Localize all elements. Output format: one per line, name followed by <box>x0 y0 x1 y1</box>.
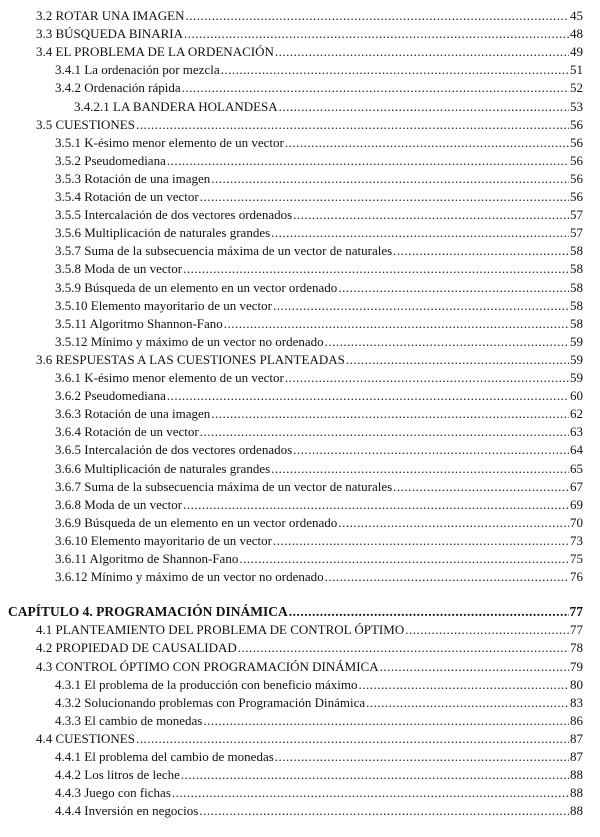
dot-leader <box>380 658 569 675</box>
dot-leader <box>183 260 569 277</box>
toc-entry-label: 4.4.2 Los litros de leche <box>55 767 180 783</box>
toc-entry <box>55 496 583 513</box>
toc-entry-label: 3.5.10 Elemento mayoritario de un vector <box>55 297 272 313</box>
toc-entry-page: 56 <box>570 134 583 150</box>
toc-entry <box>36 730 583 747</box>
toc-entry-label: 3.5.9 Búsqueda de un elemento en un vector ordenado <box>55 279 338 295</box>
toc-entry-page: 80 <box>570 676 583 692</box>
toc-entry-page: 79 <box>570 658 583 674</box>
dot-leader <box>211 170 569 187</box>
dot-leader <box>238 639 569 656</box>
dot-leader <box>211 405 569 422</box>
toc-entry-page: 58 <box>570 261 583 277</box>
toc-entry <box>36 7 583 24</box>
toc-entry-label: 3.5.3 Rotación de una imagen <box>55 170 211 186</box>
toc-entry-label: 4.2 PROPIEDAD DE CAUSALIDAD <box>36 640 237 656</box>
toc-entry-label: 3.6.3 Rotación de una imagen <box>55 406 211 422</box>
toc-entry <box>55 712 583 729</box>
toc-entry <box>55 242 583 259</box>
dot-leader <box>293 206 569 223</box>
dot-leader <box>275 43 569 60</box>
toc-entry <box>55 532 583 549</box>
toc-entry-label: 3.6.4 Rotación de un vector <box>55 424 199 440</box>
toc-entry-label: 3.5.6 Multiplicación de naturales grandes <box>55 225 271 241</box>
toc-entry <box>55 784 583 801</box>
dot-leader <box>136 730 569 747</box>
toc-entry-page: 73 <box>570 532 583 548</box>
toc-entry <box>55 748 583 765</box>
toc-entry-page: 77 <box>570 622 583 638</box>
toc-entry <box>36 621 583 638</box>
toc-entry-page: 51 <box>570 62 583 78</box>
toc-entry <box>36 351 583 368</box>
dot-leader <box>325 333 569 350</box>
dot-leader <box>183 496 569 513</box>
toc-entry-label: 3.6.12 Mínimo y máximo de un vector no ordenado <box>55 569 324 585</box>
toc-entry <box>55 315 583 332</box>
toc-entry-page: 52 <box>570 80 583 96</box>
dot-leader <box>224 315 569 332</box>
toc-entry-page: 60 <box>570 388 583 404</box>
toc-entry-label: 4.4.3 Juego con fichas <box>55 785 171 801</box>
toc-entry-page: 75 <box>570 551 583 566</box>
dot-leader <box>221 61 569 78</box>
toc-entry <box>55 188 583 205</box>
toc-entry-label: 3.5.4 Rotación de un vector <box>55 189 199 204</box>
toc-entry-page: 86 <box>570 712 583 728</box>
dot-leader <box>359 676 569 693</box>
toc-entry-page: 59 <box>570 351 583 367</box>
toc-entry-page: 67 <box>570 478 583 494</box>
toc-entry <box>55 405 583 422</box>
dot-leader <box>289 603 569 620</box>
toc-entry <box>55 694 583 711</box>
toc-entry-page: 53 <box>570 98 583 114</box>
toc-entry <box>55 79 583 96</box>
dot-leader <box>393 478 569 495</box>
toc-entry-label: 3.6.10 Elemento mayoritario de un vector <box>55 532 272 548</box>
toc-entry-page: 62 <box>570 406 583 422</box>
toc-entry-label: 3.4 EL PROBLEMA DE LA ORDENACIÓN <box>36 44 274 60</box>
toc-entry-page: 64 <box>570 442 583 458</box>
toc-entry-label: 3.6.2 Pseudomediana <box>55 388 166 404</box>
toc-entry-page: 57 <box>570 207 583 223</box>
toc-entry-page: 77 <box>569 604 583 620</box>
toc-entry-label: 3.6 RESPUESTAS A LAS CUESTIONES PLANTEADAS <box>36 351 345 367</box>
toc-entry <box>55 423 583 440</box>
toc-entry-page: 59 <box>570 333 583 349</box>
dot-leader <box>199 802 569 819</box>
toc-entry-label: 4.1 PLANTEAMIENTO DEL PROBLEMA DE CONTROL ÓPTIMO <box>36 622 405 638</box>
dot-leader <box>184 25 569 42</box>
dot-leader <box>167 152 569 169</box>
dot-leader <box>200 188 569 205</box>
toc-entry-page: 45 <box>570 8 583 23</box>
toc-entry-page: 69 <box>570 496 583 512</box>
toc-entry <box>55 478 583 495</box>
dot-leader <box>172 784 569 801</box>
toc-entry <box>55 766 583 783</box>
dot-leader <box>293 441 569 458</box>
toc-entry-page: 70 <box>570 514 583 530</box>
toc-entry <box>55 152 583 169</box>
toc-entry-label: 3.4.1 La ordenación por mezcla <box>55 62 220 78</box>
toc-entry <box>55 297 583 314</box>
dot-leader <box>273 532 569 549</box>
toc-entry-page: 63 <box>570 424 583 440</box>
toc-entry-label: 3.6.1 K-ésimo menor elemento de un vector <box>55 370 284 385</box>
toc-entry <box>55 369 583 386</box>
toc-entry-label: 4.4 CUESTIONES <box>36 730 135 746</box>
toc-entry-page: 59 <box>570 370 583 385</box>
toc-entry-label: 3.5.12 Mínimo y máximo de un vector no ordenado <box>55 333 324 349</box>
toc-entry-label: 3.6.5 Intercalación de dos vectores ordenados <box>55 442 293 458</box>
dot-leader <box>239 550 569 567</box>
dot-leader <box>271 224 569 241</box>
dot-leader <box>338 514 569 531</box>
toc-entry-label: 3.6.11 Algoritmo de Shannon-Fano <box>55 551 239 566</box>
toc-entry <box>36 116 583 133</box>
dot-leader <box>181 766 569 783</box>
dot-leader <box>182 79 569 96</box>
toc-entry-label: 3.6.7 Suma de la subsecuencia máxima de un vector de naturales <box>55 478 393 494</box>
toc-entry-page: 49 <box>570 44 583 60</box>
toc-entry-label: 3.5.8 Moda de un vector <box>55 261 183 277</box>
toc-entry-label: 3.6.9 Búsqueda de un elemento en un vector ordenado <box>55 514 338 530</box>
toc-entry <box>55 260 583 277</box>
toc-entry-label: 3.4.2.1 LA BANDERA HOLANDESA <box>74 98 278 114</box>
toc-entry-page: 56 <box>570 189 583 204</box>
toc-entry <box>55 279 583 296</box>
toc-entry-page: 65 <box>570 460 583 476</box>
toc-entry <box>36 25 583 42</box>
toc-entry-label: 4.3.1 El problema de la producción con beneficio máximo <box>55 676 358 692</box>
dot-leader <box>393 242 569 259</box>
toc-entry-label: 3.6.8 Moda de un vector <box>55 496 183 512</box>
dot-leader <box>273 297 569 314</box>
toc-entry <box>55 206 583 223</box>
toc-chapter-heading <box>8 603 583 620</box>
dot-leader <box>285 369 569 386</box>
toc-entry-page: 58 <box>570 297 583 313</box>
toc-entry-label: 3.5 CUESTIONES <box>36 116 135 132</box>
toc-entry <box>36 658 583 675</box>
toc-entry-page: 78 <box>570 640 583 656</box>
dot-leader <box>203 712 569 729</box>
toc-entry <box>55 460 583 477</box>
toc-entry-label: 3.5.7 Suma de la subsecuencia máxima de un vector de naturales <box>55 243 393 259</box>
toc-entry <box>55 550 583 567</box>
toc-entry-page: 83 <box>570 694 583 710</box>
toc-entry <box>55 333 583 350</box>
toc-entry <box>55 441 583 458</box>
dot-leader <box>285 134 569 151</box>
toc-entry-page: 58 <box>570 243 583 259</box>
dot-leader <box>346 351 569 368</box>
toc-entry-page: 57 <box>570 225 583 241</box>
toc-entry-page: 48 <box>570 26 583 42</box>
toc-entry-page: 58 <box>570 315 583 331</box>
toc-entry <box>74 98 583 115</box>
toc-entry-label: 3.2 ROTAR UNA IMAGEN <box>36 8 185 23</box>
dot-leader <box>136 116 569 133</box>
toc-entry <box>55 514 583 531</box>
toc-entry-page: 56 <box>570 116 583 132</box>
dot-leader <box>338 279 569 296</box>
toc-entry-label: 3.5.2 Pseudomediana <box>55 152 166 168</box>
toc-entry-page: 56 <box>570 170 583 186</box>
toc-entry-label: 4.4.1 El problema del cambio de monedas <box>55 749 274 764</box>
toc-entry-page: 88 <box>570 785 583 801</box>
dot-leader <box>185 7 569 24</box>
toc-entry-label: 3.5.11 Algoritmo Shannon-Fano <box>55 315 223 331</box>
toc-entry-label: 4.4.4 Inversión en negocios <box>55 803 199 819</box>
toc-entry-page: 88 <box>570 803 583 819</box>
toc-entry-label: 3.3 BÚSQUEDA BINARIA <box>36 26 183 42</box>
dot-leader <box>279 98 569 115</box>
dot-leader <box>405 621 569 638</box>
toc-entry-page: 56 <box>570 152 583 168</box>
toc-entry <box>55 61 583 78</box>
toc-entry <box>36 639 583 656</box>
dot-leader <box>200 423 569 440</box>
dot-leader <box>366 694 569 711</box>
toc-entry-page: 76 <box>570 569 583 585</box>
toc-entry <box>55 568 583 585</box>
toc-entry <box>36 43 583 60</box>
toc-entry <box>55 387 583 404</box>
toc-entry-label: 4.3.2 Solucionando problemas con Programación Dinámica <box>55 694 366 710</box>
toc-entry-label: 3.6.6 Multiplicación de naturales grandes <box>55 460 271 476</box>
dot-leader <box>167 387 569 404</box>
toc-entry-page: 87 <box>570 749 583 764</box>
toc-entry-label: 3.5.5 Intercalación de dos vectores ordenados <box>55 207 293 223</box>
toc-entry <box>55 802 583 819</box>
toc-entry-label: 4.3 CONTROL ÓPTIMO CON PROGRAMACIÓN DINÁMICA <box>36 658 379 674</box>
toc-entry <box>55 676 583 693</box>
toc-entry-page: 88 <box>570 767 583 783</box>
toc-entry-label: 4.3.3 El cambio de monedas <box>55 712 203 728</box>
dot-leader <box>325 568 569 585</box>
toc-entry-label: 3.4.2 Ordenación rápida <box>55 80 181 96</box>
toc-entry-page: 58 <box>570 279 583 295</box>
toc-entry-label: 3.5.1 K-ésimo menor elemento de un vector <box>55 134 284 150</box>
dot-leader <box>275 748 569 765</box>
toc-entry <box>55 134 583 151</box>
toc-entry-page: 87 <box>570 730 583 746</box>
toc-entry <box>55 170 583 187</box>
dot-leader <box>271 460 569 477</box>
toc-entry <box>55 224 583 241</box>
toc-entry-label: CAPÍTULO 4. PROGRAMACIÓN DINÁMICA <box>8 604 288 620</box>
